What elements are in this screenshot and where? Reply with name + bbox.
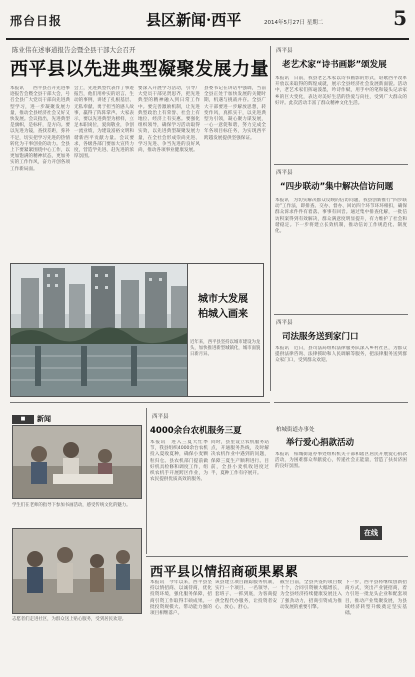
newspaper-logo: 邢台日报: [10, 14, 63, 28]
news-photo-1-image: [13, 426, 142, 499]
right-headline-4: 举行爱心捐款活动: [286, 438, 355, 448]
right-body-2: 本报讯 为切实解决群众反映的信访问题，我县创新推行“四步联动”工作法，即排查、交办、督办、回访四个环节环环相扣，确保群众诉求件件有着落、事事有回音。通过集中排查化解，一批信访积案得到有效解决，群众满意度明显提升，有力维护了社会和谐稳定。下一步将建立长效机制，推动信访工作规范化、制度化。: [275, 198, 407, 235]
lead-body-col-4: 县委书记在讲话中强调，当前全县正处于加快发展的关键时期，机遇与挑战并存。全县广大干部要进一步解放思想，转变作风，真抓实干，以先进典型为引领，凝心聚力谋发展，一心一意促和谐，努力完成全年各项目标任务，为实现西平跨越发展提供坚强保证。: [204, 86, 266, 141]
photo-headline-line-1: 城市大发展: [198, 294, 248, 305]
online-tag-label: 在线: [364, 529, 378, 537]
mid-body-col-2: 同时，县里设立农机服务站点，开通服务热线，及时解决农机作业中遇到的问题，保障三夏生产顺利进行。目前，全县小麦机收进度过半，夏种工作有序展开。: [211, 440, 269, 477]
section-title: 县区新闻·西平: [146, 11, 242, 29]
city-skyline-photo: [10, 263, 188, 397]
photo-note: 近年来，西平县坚持以城市建设为龙头，加快推进新型城镇化，城市面貌日新月异。: [190, 340, 261, 357]
lead-kicker: 陈业伟在述事道报告会暨全县干部大会召开: [12, 46, 136, 54]
right-headline-3: 司法服务送到家门口: [282, 332, 359, 342]
lead-body-col-1: 本报讯 西平县召开先进事迹报告会暨全县干部大会，号召全县广大党员干部向先进典型学习，进一步凝聚发展力量，推动全县经济社会又好又快发展。会议指出，先进典型是旗帜，是标杆，是方向。要以先进为镜，查找差距，弥补不足，切实把学习先进的热情转化为干事创业的动力。全县上下要紧紧围绕中心工作，以更加饱满的精神状态，更加务实的工作作风，奋力开创各项工作新局面。: [10, 86, 70, 172]
lead-body-col-3: 要深入开展学习活动，引导广大党员干部见贤思齐，把先进典型的精神融入到日常工作中。要完善激励机制，让先进典型政治上有荣誉、社会上有地位、经济上有实惠。要强化组织领导，确保学习活动取得实效，以先进典型凝聚发展力量，在全社会形成崇尚先进、学习先进、争当先进的良好风尚，推动各项事业健康发展。: [138, 86, 200, 154]
mid-kicker: 西平县: [152, 414, 169, 420]
masthead: [6, 6, 409, 40]
right-kicker-2: 西平县: [276, 170, 293, 176]
news-photo-1: [12, 425, 142, 499]
news-photo-2: [12, 528, 142, 614]
column-rule: [270, 46, 271, 391]
lead-headline: 西平县以先进典型凝聚发展力量: [10, 59, 269, 80]
photo-caption-panel: [188, 263, 264, 397]
mid-headline: 4000余台农机服务三夏: [150, 426, 242, 436]
bottom-body-col-3: 截至目前，全县共签约项目数十个，合同引资额大幅增长，为全县经济持续健康发展注入了强劲动力，招商引资成为推动发展的重要引擎。: [280, 580, 342, 610]
news-photo-2-caption: 志愿者们走进社区，为群众送上贴心服务，受到居民欢迎。: [12, 617, 127, 622]
right-kicker-1: 西平县: [276, 48, 293, 54]
news-photo-1-caption: 学生们在老师的指导下参加书画活动，感受传统文化的魅力。: [12, 503, 131, 508]
lead-body-col-2: 会上，先进典型代表作了事迹报告，他们用朴实的语言、生动的事例，讲述了扎根基层、无私奉献、勇于担当的感人故事，赢得了阵阵掌声。大家表示，要以先进典型为榜样，立足本职岗位，爱岗敬业，争创一流业绩，为建设富裕文明和谐新西平贡献力量。会议要求，各级各部门要加大宣传力度，营造学先进、赶先进的浓厚氛围。: [74, 86, 134, 160]
right-headline-2: “四步联动”集中解决信访问题: [280, 182, 394, 192]
news-tag-label: 新闻: [37, 415, 51, 423]
right-divider-2: [274, 314, 408, 315]
right-divider-1: [274, 164, 408, 165]
online-tag: [360, 526, 382, 540]
bottom-body-col-2: 该县建立项目跟踪服务机制，实行一个项目、一名领导、一套班子、一抓到底，为客商提供全程代办服务，让投资者安心、放心、舒心。: [215, 580, 277, 610]
section-divider: [10, 402, 270, 403]
right-body-1: 本报讯 日前，我县老艺术家以诗书画影的形式，讴歌西平改革开放以来取得的辉煌成就，展示全县经济社会发展新面貌。活动中，老艺术家们挥毫泼墨，吟诗作赋，用手中的笔和镜头记录家乡的巨大变化，表达对美好生活的热爱与向往，受到广大群众的好评。此次活动丰富了群众精神文化生活。: [275, 76, 407, 106]
bottom-body-col-4: 下一步，西平县将继续创新招商方式，突出产业链招商，着力引进一批龙头企业和配套项目，推动产业集聚发展，为县域经济转型升级奠定坚实基础。: [345, 580, 407, 617]
mid-body-col-1: 本报讯 进入三夏大忙季节，我县组织4000余台农机投入夏收夏种，确保小麦颗粒归仓。县农机部门提前做好机具检修和调度工作，组织农机手开展跨区作业，为农民提供优质高效的服务。: [150, 440, 208, 483]
bottom-divider: [146, 556, 408, 557]
right-divider-3: [274, 402, 408, 403]
news-tag: [12, 414, 51, 424]
right-kicker-4: 柏城街道办事处: [276, 427, 315, 433]
city-skyline-image: [11, 264, 188, 397]
news-tag-icon: ■: [12, 415, 34, 424]
right-headline-1: 老艺术家“诗书画影”颂发展: [282, 60, 387, 70]
right-body-3: 本报讯 近日，县司法局组织法律服务队深入乡村社区，为群众提供法律咨询、法律援助和人民调解等服务，把法律服务送到群众家门口，受到群众欢迎。: [275, 346, 407, 364]
mid-column-rule: [146, 408, 147, 554]
bottom-body-col-1: 本报讯 今年以来，西平县坚持以情招商、以诚待商，优化投资环境，强化服务保障，招商引资工作取得丰硕成果。一批投资规模大、带动能力强的项目相继落户。: [150, 580, 212, 617]
photo-headline: [198, 292, 248, 322]
news-photo-2-image: [13, 529, 142, 614]
right-body-4: 本报讯 柏城街道办事处组织机关干部和辖区居民开展爱心捐款活动，为困难群众奉献爱心，传递社会正能量，营造了扶贫济困的良好氛围。: [275, 452, 407, 470]
bottom-headline: 西平县以情招商硕果累累: [150, 565, 299, 580]
photo-headline-line-2: 柏城入画来: [198, 309, 248, 320]
page-number: 5: [393, 6, 407, 30]
dateline: 2014年5月27日 星期二: [264, 20, 324, 26]
right-kicker-3: 西平县: [276, 320, 293, 326]
